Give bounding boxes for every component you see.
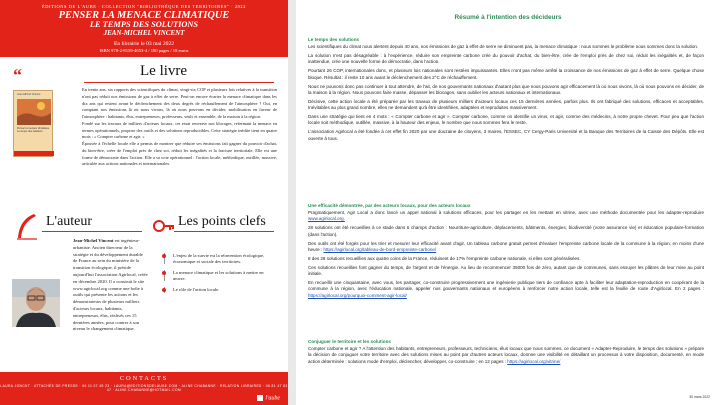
paragraph: 8 des 28 solutions recueillies aux quatre coins de la France, réduisent de 17% l'empreinte carbone nationale, si elles sont généralisées. [308, 255, 581, 261]
book-title: PENSER LA MENACE CLIMATIQUE [58, 10, 230, 21]
quote-mark-icon: “ [13, 65, 22, 85]
paragraph [308, 346, 704, 365]
section-body [308, 44, 704, 145]
paragraph: 28 solutions ont été recueillies à ce stade dans 6 champs d'action : Nourriture-agriculture, déplacements, bâtiments, énergies, biodiversité (votre assurance vie) et éducation populaire-formation (dans l'action). [308, 225, 704, 237]
cover-author: Jean-Michel Vincent [17, 93, 41, 96]
contacts-footer [0, 372, 288, 405]
livre-paragraph: Fondé sur les travaux de milliers d'acteurs locaux, cet essai renverse nos blocages, refermant la menace en termes opérationnels, propose des outils et des solutions reproductibles. Cette stratégie inédite tient en quatre mots : « Compter carbone et agir. » [82, 120, 277, 140]
book-cover-image [13, 90, 53, 157]
paragraph: Pourtant 26 COP, internationales donc, et plusieurs lois nationales sont restées impuissantes. Elles n'ont pas même arrêté la croissance de nos émissions de gaz à effet de serre. Quelque chose bloque. Résultat : il reste 10 ans avant le déclenchement des 2°C de réchauffement. [308, 68, 704, 80]
summary-page [296, 0, 720, 405]
page-title: Résumé à l'intention des décideurs [454, 14, 562, 21]
paragraph-text: Des outils ont été forgés pour les trier et mesurer leur efficacité avant d'agir. Un tableau carbone gratuit permet d'évaluer l'empreinte carbone locale de la commune à la région, en moins d'une heure : [308, 240, 704, 252]
paragraph-text: En recueillir une cinquantaine, avec vous, les partager, co-construire progressivement une ingénierie publique tiers de confiance apte à faciliter leur adaptation-reproduction en coopérant de la commune à la région, avec l'éducation nationale, appeler nos gouvernants nationaux et européens à renforcer notre action locale, telle est la feuille de route d'Agirlocal. En 2 pages : [308, 280, 704, 292]
livre-description [82, 87, 277, 168]
paragraph [308, 210, 704, 223]
section-heading-livre: Le livre [140, 63, 188, 79]
author-photo [12, 279, 60, 327]
link-pourquoi-comment[interactable]: https://agirlocal.org/pourquoi-comment-agir-local/ [308, 292, 407, 298]
paragraph: Nous ne pouvons donc pas continuer à tout attendre, de l'ait, de nos gouvernants nationaux d'autant plus que nous pouvons agir efficacement là où nous vivons, là où nous pouvons en décider, de la maison à la région. Nous pouvons faire masse, dépasser les blocages, sans oublier les acteurs nationaux et internationaux. [308, 83, 704, 95]
paragraph-text: Compter carbone et agir ? A l'attention des habitants, entrepreneurs, professeurs, techniciens, élus locaux que nous sommes, ce document « Adapter-Reproduire, le temps des solutions » prépare la décision de conjuguer votre territoire avec des solutions mises au point par d'autres acteurs locaux, donnne une visibilité en détaillant un processus à votre disposition, documenté, en mode action déterminée : solutions mode d'emploi, déclencher, développer, co-construire ; en 12 pages : [308, 346, 704, 364]
cover-title-text: Penser la menace climatique [17, 127, 50, 130]
logo-text: l'aube [265, 395, 280, 401]
collection-line: ÉDITIONS DE L'AUBE · COLLECTION "BIBLIOTHÈQUE DES TERRITOIRES" · 2022 [41, 4, 247, 9]
paragraph: La solution n'est pas désagréable : à l'expérience, réduire son empreinte carbone crée du pouvoir d'achat, du bien-être, crée de l'emploi près de chez soi, réduit les inégalités et, de façon inattendue, crée une nouvelle forme de démocratie, dans l'action. [308, 52, 704, 65]
key-points-list [164, 253, 274, 299]
cover-artwork [17, 99, 51, 125]
section-heading: Une efficacité démontrée, par des acteurs locaux, pour des acteurs locaux [308, 203, 471, 208]
cover-bottom-bar [14, 151, 54, 156]
divider [84, 82, 274, 83]
section-heading: Le temps des solutions [308, 37, 360, 42]
paragraph: Dans une stratégie qui tient en 4 mots : « Compter carbone et agir ». Compter carbone, comme on identifie un virus, et agir, comme des médecins, à notre propre chevet. Pour peu que l'action locale soit méthodique, outillée, massive, à la hauteur des enjeux, le nombre que nous sommes fera le reste. [308, 114, 704, 126]
divider [174, 231, 274, 232]
link-tableau-de-bord[interactable]: https://agirlocal.org/tableau-de-bord-empreinte-carbone/ [323, 246, 437, 252]
author-bio [73, 238, 148, 333]
book-subtitle: LE TEMPS DES SOLUTIONS [89, 20, 199, 29]
cover-title [17, 128, 51, 134]
paragraph [308, 280, 704, 299]
paragraph: Décisive, cette action locale a été préparée par les travaux de plusieurs milliers d'acteurs locaux ces 15 dernières années, parfois plus. Ils ont fabriqué des solutions, efficaces et acceptables. Inévitables au plus grand nombre, elles ne demandent qu'à être identifiées, adaptées et reproduites massivement. [308, 98, 704, 111]
list-item: L'enjeu de la survie est la réinvention écologique, économique et sociale des territoires. [164, 253, 274, 264]
contacts-heading: CONTACTS [119, 375, 169, 382]
contacts-line: LAURA JONCKT · ATTACHÉE DE PRESSE · 06 11 07 45 23 · LAURA@EDITIONSDELAUBE.COM · ALINE CHABANNE · RELATION LIBRAIRES · 06 81 47 83 47 · ALINE.CHABANNE@HOTMAIL.COM [0, 384, 288, 392]
press-sheet-page [0, 0, 288, 405]
footer-date: 30 mars 2022 [689, 395, 710, 399]
author-name: Jean-Michel Vincent [73, 238, 114, 243]
publisher-logo [257, 395, 280, 401]
release-date: En librairie le 03 mai 2022 [113, 41, 175, 47]
paragraph: Ces solutions recueillies font gagner du temps, de l'argent et de l'énergie. Au lieu de recommencer 35000 fois de zéro, autant que de communes, sans essuyer les plâtres de leur mise au point initiale. [308, 264, 704, 277]
header-banner [0, 0, 288, 57]
section-body [308, 210, 704, 302]
cover-subtitle-text: Le temps des solutions [17, 129, 43, 133]
divider [42, 231, 142, 232]
logo-square-icon [257, 395, 263, 401]
livre-paragraph: Épousée à l'échelle locale elle a permis de montrer que réduire ses émissions fait gagner du pouvoir d'achat, du bien-être, créer de l'emploi près de chez soi, réduit les inégalités et la fracture territoriale. Elle est une forme de démocratie dans l'action. Elle a sa voie opérationnel : l'action locale, méthodique, outillée, massive, articulée aux actions nationales et internationales. [82, 141, 277, 167]
paragraph-text: Pragmatiquement, Agir Local a donc lancé un appel national à solutions efficaces, pour les partager en les mettant en vitrine, avec une méthode documentée pour les adapter-reproduire [308, 210, 704, 215]
list-item: Le rôle de l'action locale. [164, 287, 274, 293]
author-bio-text: est ingénieur-urbaniste. Ancien directeur de la stratégie et du développement durable de France au sein du ministère de la transition écologique, il préside aujourd'hui l'association Agirlocal, créée en décembre 2020. Il a construit le site www.agirlocal.org comme une boîte à outils qui présente les actions et les démonstrateurs de plusieurs milliers d'acteurs locaux, habitants, entrepreneurs, élus, réalisés ces 15 dernières années, pour contrer à son niveau le changement climatique. [73, 238, 148, 332]
link-agirlocal[interactable]: www.agirlocal.org. [308, 216, 345, 222]
section-body [308, 346, 704, 368]
section-heading-points: Les points clefs [178, 214, 266, 229]
feather-pen-icon [14, 212, 40, 247]
section-heading-auteur: L'auteur [46, 214, 93, 229]
section-heading: Conjuguer le territoire et les solutions [308, 339, 391, 344]
paragraph: L'association Agirlocal a été fondée à cet effet fin 2020 par une douzaine de citoyens, 3 maires, l'ESSEC, CY Cergy-Paris Université et la Banque des Territoires de la Caisse des Dépôts. Elle est ouverte à tous. [308, 129, 704, 141]
paragraph: Les scientifiques du climat nous alertent depuis 40 ans, nos émissions de gaz à effet de serre ne diminuent pas, la menace climatique : nous sommes le problème nous sommes donc la solution. [308, 44, 699, 49]
key-icon [152, 214, 176, 243]
isbn-line: ISBN 978-2-8159-4653-4 / 180 pages / 18 euros [99, 48, 189, 53]
list-item: La menace climatique et les solutions à mettre en œuvre. [164, 270, 274, 281]
book-author: JEAN-MICHEL VINCENT [103, 28, 185, 37]
link-vitrine[interactable]: https://agirlocal.org/vitrine/ [507, 358, 561, 364]
paragraph [308, 241, 704, 254]
livre-paragraph: En trente ans, six rapports des scientifiques du climat, vingt-six COP et plusieurs lois relatives à la transition n'ont pas réduit nos émissions de gaz à effet de serre. Peut-on encore écarter la menace climatique dans les dix ans qui restent avant le déclenchement des deux degrés de réchauffement de l'atmosphère ? Oui, en comptant nos émissions là où nous vivons, là où nous pouvons en décider, mobilisation en faveur de l'atmosphère : habitants, élus, entrepreneurs, professeurs, seuls et ensemble, de la maison à la région. [82, 87, 277, 119]
